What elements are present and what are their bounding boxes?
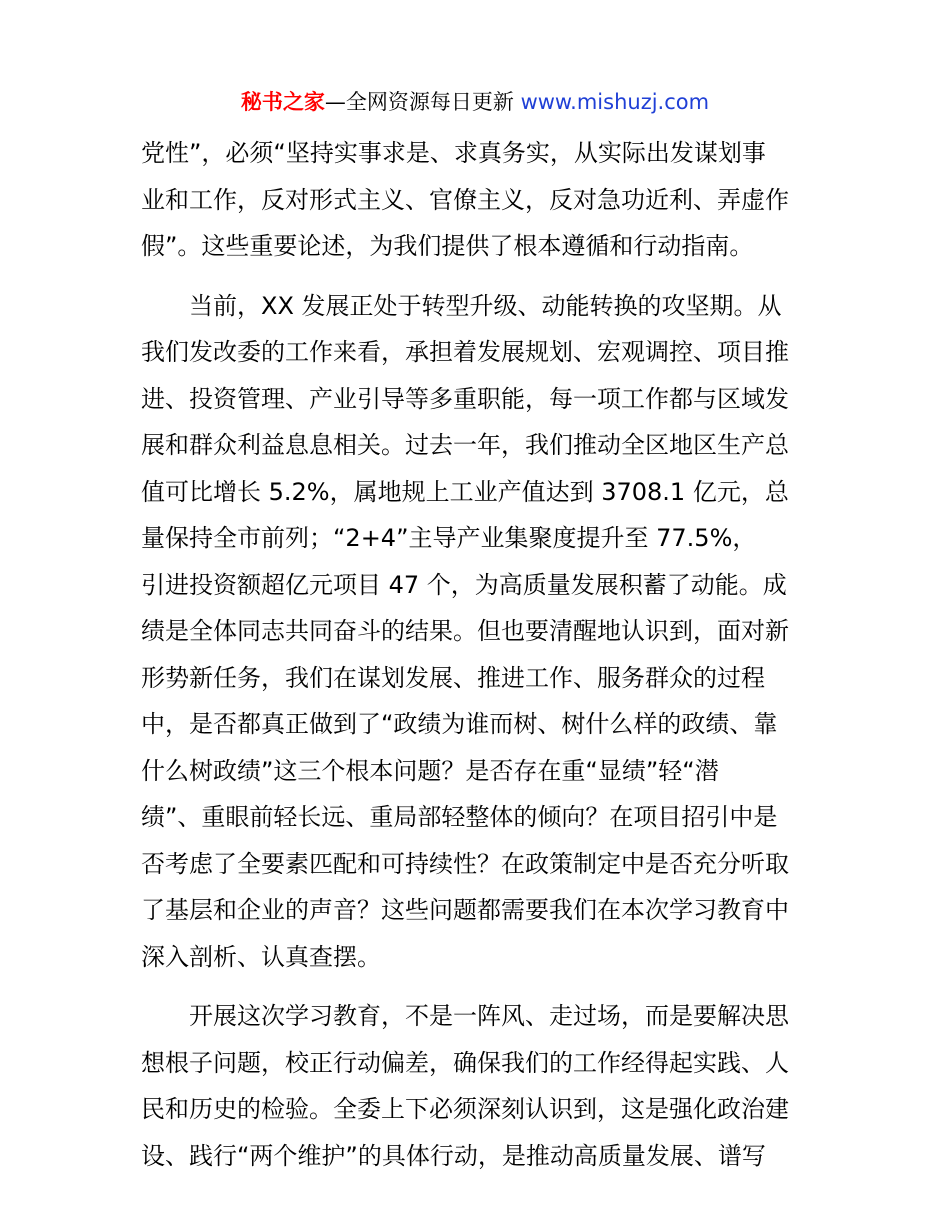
text-line: 当前，XX 发展正处于转型升级、动能转换的攻坚期。从	[189, 291, 782, 320]
text-line: 否考虑了全要素匹配和可持续性？在政策制定中是否充分听取	[141, 849, 789, 878]
text-line: 展和群众利益息息相关。过去一年，我们推动全区地区生产总	[141, 431, 789, 459]
text-line: 我们发改委的工作来看，承担着发展规划、宏观调控、项目推	[141, 338, 789, 366]
text-line: 了基层和企业的声音？这些问题都需要我们在本次学习教育中	[141, 896, 789, 924]
text-line: 什么树政绩”这三个根本问题？是否存在重“显绩”轻“潜	[141, 756, 719, 785]
text-line: 业和工作，反对形式主义、官僚主义，反对急功近利、弄虚作	[141, 185, 789, 214]
text-line: 假”。这些重要论述，为我们提供了根本遵循和行动指南。	[141, 232, 754, 260]
paragraph-1	[141, 130, 811, 270]
text-line: 引进投资额超亿元项目 47 个，为高质量发展积蓄了动能。成	[141, 570, 787, 599]
site-tagline: —全网资源每日更新	[324, 90, 514, 114]
text-line: 开展这次学习教育，不是一阵风、走过场，而是要解决思	[189, 1002, 789, 1030]
text-line: 党性”，必须“坚持实事求是、求真务实，从实际出发谋划事	[141, 139, 766, 167]
text-line: 设、践行“两个维护”的具体行动，是推动高质量发展、谱写	[141, 1141, 766, 1170]
site-header	[0, 86, 950, 118]
paragraph-3	[141, 993, 811, 1179]
text-line: 量保持全市前列；“2+4”主导产业集聚度提升至 77.5%，	[141, 524, 757, 552]
paragraph-2	[141, 283, 811, 981]
text-line: 中，是否都真正做到了“政绩为谁而树、树什么样的政绩、靠	[141, 710, 778, 738]
text-line: 值可比增长 5.2%，属地规上工业产值达到 3708.1 亿元，总	[141, 477, 789, 506]
text-line: 想根子问题，校正行动偏差，确保我们的工作经得起实践、人	[141, 1048, 789, 1077]
text-line: 形势新任务，我们在谋划发展、推进工作、服务群众的过程	[141, 663, 765, 692]
site-url-link[interactable]: www.mishuzj.com	[520, 90, 710, 114]
text-line: 深入剖析、认真查摆。	[141, 942, 381, 971]
text-line: 绩”、重眼前轻长远、重局部轻整体的倾向？在项目招引中是	[141, 803, 778, 831]
text-line: 绩是全体同志共同奋斗的结果。但也要清醒地认识到，面对新	[141, 617, 789, 645]
text-line: 进、投资管理、产业引导等多重职能，每一项工作都与区域发	[141, 384, 789, 413]
document-body	[141, 130, 811, 1179]
site-brand: 秘书之家	[240, 90, 325, 114]
text-line: 民和历史的检验。全委上下必须深刻认识到，这是强化政治建	[141, 1095, 789, 1123]
